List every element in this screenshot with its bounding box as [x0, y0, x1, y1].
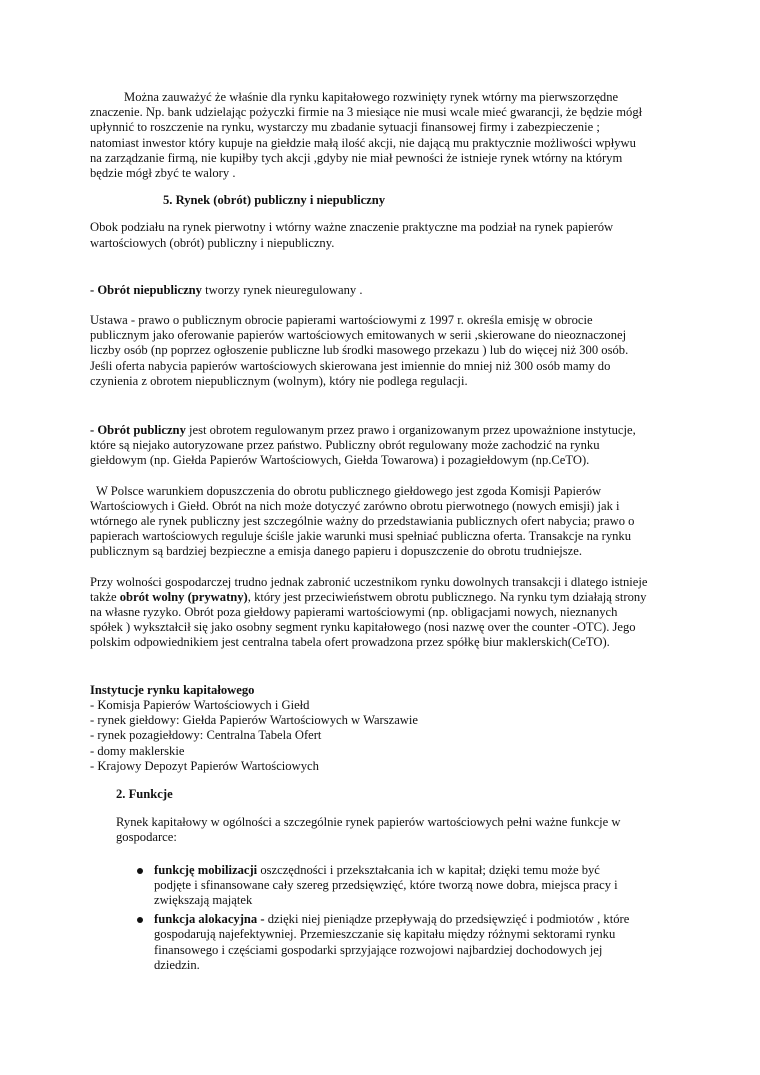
function-term: funkcja alokacyjna - [154, 912, 265, 927]
poland-paragraph: W Polsce warunkiem dopuszczenia do obrotu publicznego giełdowego jest zgoda Komisji Papierów Wartościowych i Giełd. Obrót na nich może dotyczyć zarówno obrotu pierwotnego (nowych emisji) jak i wtórnego ale rynek publiczny jest szczególnie ważny do przedstawiania publicznych ofert nabycia; prawo o papierach wartościowych reguluje ściśle jakie warunki musi spełniać publiczna oferta. Transakcje na rynku publicznym są bardziej bezpieczne a emisja danego papieru i dopuszczenie do obrotu trudniejsze. [90, 483, 635, 559]
free-trade-text-before: Przy wolności gospodarczej trudno jednak zabronić uczestnikom rynku dowolnych transakcji i dlatego istnieje także [90, 574, 648, 604]
list-item: - rynek pozagiełdowy: Centralna Tabela Ofert [90, 728, 322, 743]
intro-paragraph: Można zauważyć że właśnie dla rynku kapitałowego rozwinięty rynek wtórny ma pierwszorzędne znaczenie. Np. bank udzielając pożyczki firmie na 3 miesiące nie musi wcale mieć gwarancji, że będzie mógł upłynnić to roszczenie na rynku, wystarczy mu zbadanie sytuacji finansowej firmy i zabezpieczenie ; natomiast inwestor który kupuje na giełdzie małą ilość akcji, nie dającą mu praktycznie możliwości wpływu na zarządzanie firmą, nie kupiłby tych akcji ,gdyby nie miał pewności że istnieje rynek wtórny na którym będzie mógł zbyć te walory . [90, 90, 643, 181]
bullet-icon [137, 917, 143, 923]
nonpublic-text: tworzy rynek nieuregulowany . [201, 282, 363, 297]
document-page [90, 90, 650, 977]
section-5-heading: 5. Rynek (obrót) publiczny i niepubliczny [163, 193, 386, 208]
bullet-icon [137, 868, 143, 874]
nonpublic-term: - Obrót niepubliczny [90, 282, 202, 297]
nonpublic-paragraph [90, 283, 650, 298]
list-item: - Komisja Papierów Wartościowych i Giełd [90, 697, 310, 712]
section-2-heading: 2. Funkcje [116, 786, 173, 801]
free-trade-term: obrót wolny (prywatny) [119, 589, 248, 604]
list-item [154, 912, 636, 973]
list-item: - rynek giełdowy: Giełda Papierów Wartościowych w Warszawie [90, 713, 418, 728]
institutions-list [90, 698, 650, 774]
section-5-intro: Obok podziału na rynek pierwotny i wtórny ważne znaczenie praktyczne ma podział na rynek papierów wartościowych (obrót) publiczny i niepubliczny. [90, 220, 614, 250]
functions-list [90, 863, 636, 973]
institutions-title: Instytucje rynku kapitałowego [90, 682, 255, 697]
function-text: dzięki niej pieniądze przepływają do przedsięwzięć i podmiotów , które gospodarują najefektywniej. Przemieszczanie się kapitału między różnymi sektorami rynku finansowego i częściami gospodarki sprzyjające rozwojowi najbardziej dochodowych jej dziedzin. [154, 912, 630, 972]
free-trade-paragraph [90, 575, 650, 651]
public-term: - Obrót publiczny [90, 423, 186, 438]
ustawa-paragraph: Ustawa - prawo o publicznym obrocie papierami wartościowymi z 1997 r. określa emisję w obrocie publicznym jako oferowanie papierów wartościowych emitowanych w serii ,skierowane do nieoznaczonej liczby osób (np poprzez ogłoszenie publiczne lub środki masowego przekazu ) lub do więcej niż 300 osób. Jeśli oferta nabycia papierów wartościowych skierowana jest imiennie do mniej niż 300 osób mamy do czynienia z obrotem niepublicznym (wolnym), który nie podlega regulacji. [90, 313, 629, 388]
function-term: funkcję mobilizacji [154, 862, 258, 877]
public-paragraph [90, 423, 650, 469]
list-item: - Krajowy Depozyt Papierów Wartościowych [90, 758, 319, 773]
list-item: - domy maklerskie [90, 743, 185, 758]
list-item [154, 863, 636, 909]
functions-intro: Rynek kapitałowy w ogólności a szczególnie rynek papierów wartościowych pełni ważne funkcje w gospodarce: [116, 815, 621, 845]
function-text: oszczędności i przekształcania ich w kapitał; dzięki temu może być podjęte i sfinansowane cały szereg przedsięwzięć, które tworzą nowe dobra, miejsca pracy i zwiększają majątek [154, 862, 618, 907]
public-text: jest obrotem regulowanym przez prawo i organizowanym przez upoważnione instytucje, które są niejako autoryzowane przez państwo. Publiczny obrót regulowany może zachodzić na rynku giełdowym (np. Giełda Papierów Wartościowych, Giełda Towarowa) i pozagiełdowym (np.CeTO). [90, 423, 636, 468]
free-trade-text-after: , który jest przeciwieństwem obrotu publicznego. Na rynku tym działają strony na własne ryzyko. Obrót poza giełdowy papierami wartościowymi (np. obligacjami nowych, nieznanych spółek ) wykształcił się jako osobny segment rynku kapitałowego (nosi nazwę over the counter -OTC). Jego polskim odpowiednikiem jest centralna tabela ofert prowadzona przez spółkę biur maklerskich(CeTO). [90, 589, 647, 650]
